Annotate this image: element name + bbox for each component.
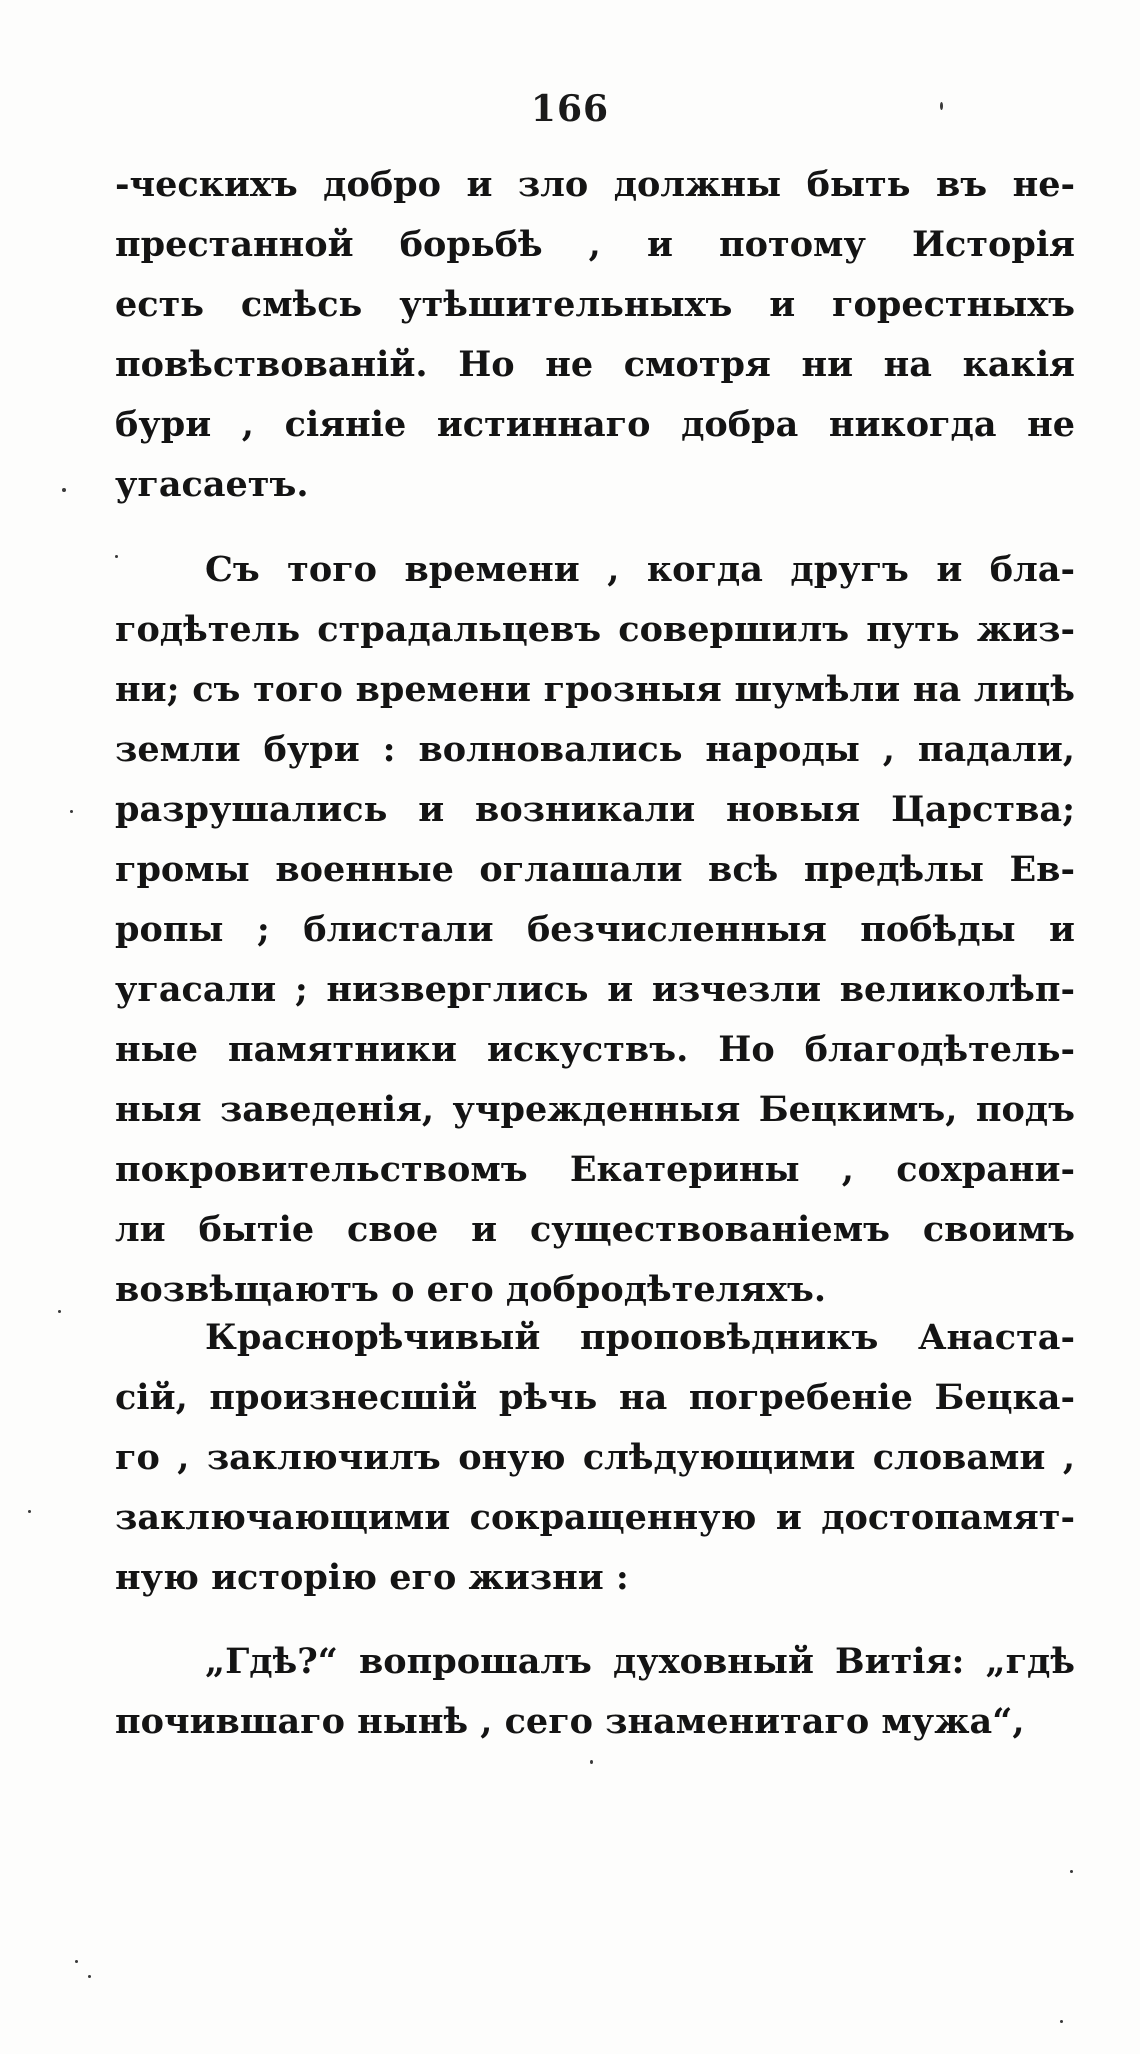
text-line: бури , сіяніе истиннаго добра никогда не <box>115 404 1075 445</box>
text-line: Краснорѣчивый проповѣдникъ Анаста- <box>205 1317 1075 1358</box>
paragraph-anastasius <box>115 1308 1075 1608</box>
text-line: возвѣщаютъ о его добродѣтеляхъ. <box>115 1269 827 1310</box>
text-line: Съ того времени , когда другъ и бла- <box>205 549 1075 590</box>
text-line: ропы ; блистали безчисленныя побѣды и <box>115 909 1075 950</box>
scan-speck <box>590 1760 593 1764</box>
text-line: ныя заведенія, учрежденныя Бецкимъ, подъ <box>115 1089 1075 1130</box>
text-line: го , заключилъ оную слѣдующими словами , <box>115 1437 1075 1478</box>
paragraph-since-that-time <box>115 540 1075 1320</box>
text-line: ные памятники искуствъ. Но благодѣтель- <box>115 1029 1075 1070</box>
scan-speck <box>940 102 943 110</box>
text-line: почившаго нынѣ , сего знаменитаго мужа“, <box>115 1701 1025 1742</box>
text-line: громы военные оглашали всѣ предѣлы Ев- <box>115 849 1075 890</box>
scan-speck <box>75 1960 78 1963</box>
text-line: ли бытіе свое и существованіемъ своимъ <box>115 1209 1075 1250</box>
text-line: есть смѣсь утѣшительныхъ и горестныхъ <box>115 284 1075 325</box>
paragraph-continuation <box>115 155 1075 515</box>
scan-speck <box>28 1510 31 1513</box>
text-line: престанной борьбѣ , и потому Исторія <box>115 224 1075 265</box>
text-line: -ческихъ добро и зло должны быть въ не- <box>115 164 1075 205</box>
scan-speck <box>70 810 73 813</box>
text-line: „Гдѣ?“ вопрошалъ духовный Витія: „гдѣ <box>205 1641 1075 1682</box>
paragraph-quote <box>115 1632 1075 1752</box>
scan-speck <box>1060 2020 1063 2023</box>
text-line: повѣствованій. Но не смотря ни на какія <box>115 344 1075 385</box>
text-line: заключающими сокращенную и достопамят- <box>115 1497 1075 1538</box>
text-line: земли бури : волновались народы , падали, <box>115 729 1075 770</box>
scan-speck <box>62 488 66 492</box>
text-line: разрушались и возникали новыя Царства; <box>115 789 1075 830</box>
scan-speck <box>58 1310 61 1313</box>
text-line: ную исторію его жизни : <box>115 1557 629 1598</box>
scan-speck <box>88 1975 91 1978</box>
text-line: годѣтель страдальцевъ совершилъ путь жиз- <box>115 609 1075 650</box>
text-line: сій, произнесшій рѣчь на погребеніе Бецка- <box>115 1377 1075 1418</box>
text-line: угасаетъ. <box>115 464 309 505</box>
scan-speck <box>1070 1870 1073 1873</box>
text-line: покровительствомъ Екатерины , сохрани- <box>115 1149 1075 1190</box>
scan-speck <box>115 555 118 558</box>
text-line: ни; съ того времени грозныя шумѣли на лицѣ <box>115 669 1075 710</box>
text-line: угасали ; низверглись и изчезли великолѣп- <box>115 969 1075 1010</box>
page-number: 166 <box>530 88 610 130</box>
